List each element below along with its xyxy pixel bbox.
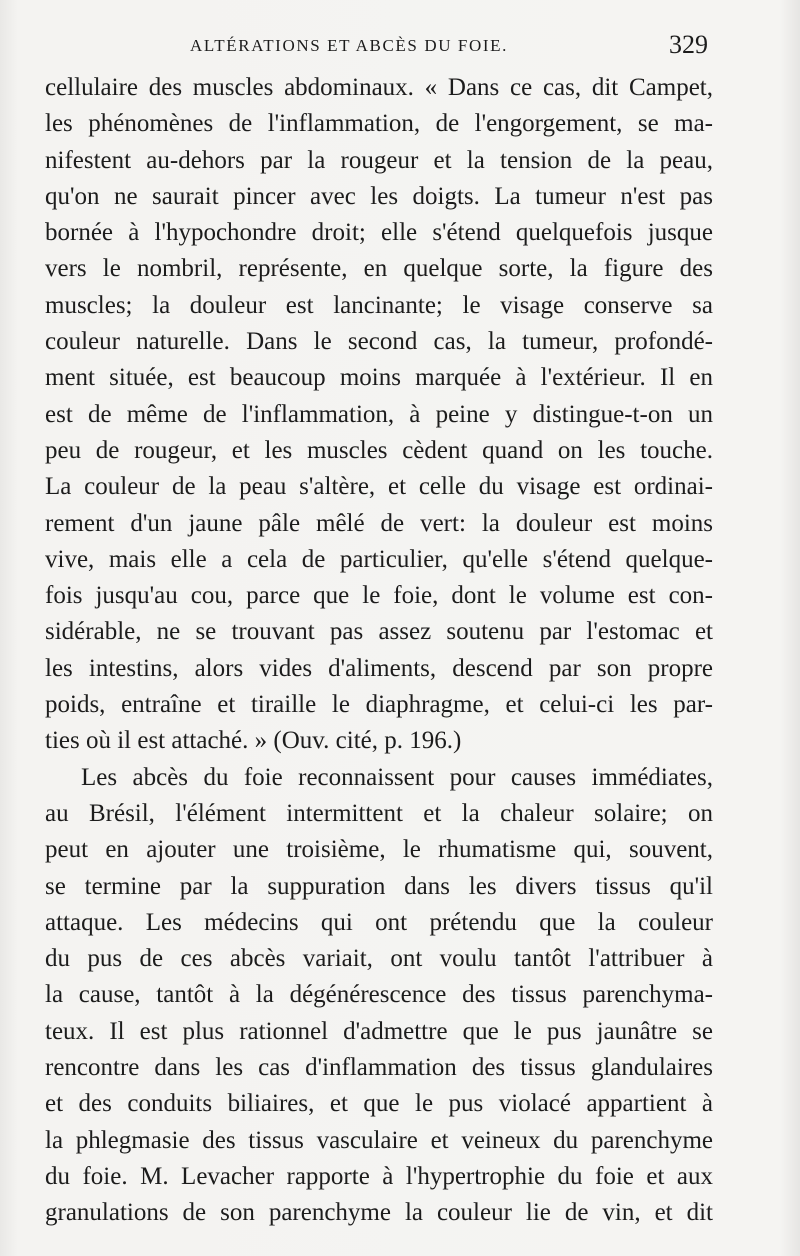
text-line: la phlegmasie des tissus vasculaire et veineux du parenchyme xyxy=(45,1126,713,1154)
text-line: vers le nombril, représente, en quelque sorte, la figure des xyxy=(45,255,713,283)
paragraph-2 xyxy=(45,760,713,1232)
text-line: les intestins, alors vides d'aliments, descend par son propre xyxy=(45,654,713,682)
text-line: ties où il est attaché. » (Ouv. cité, p. 196.) xyxy=(45,727,462,755)
text-line: se termine par la suppuration dans les divers tissus qu'il xyxy=(45,872,713,900)
text-line: ment située, est beaucoup moins marquée à l'extérieur. Il en xyxy=(45,364,713,392)
text-line: couleur naturelle. Dans le second cas, la tumeur, profondé- xyxy=(45,328,713,356)
text-line: les phénomènes de l'inflammation, de l'engorgement, se ma- xyxy=(45,110,713,138)
text-line: peut en ajouter une troisième, le rhumatisme qui, souvent, xyxy=(45,836,713,864)
text-line: attaque. Les médecins qui ont prétendu que la couleur xyxy=(45,908,713,936)
text-line: Les abcès du foie reconnaissent pour causes immédiates, xyxy=(81,763,713,791)
text-line: et des conduits biliaires, et que le pus violacé appartient à xyxy=(45,1090,713,1118)
text-line: au Brésil, l'élément intermittent et la chaleur solaire; on xyxy=(45,799,713,827)
text-line: du foie. M. Levacher rapporte à l'hypertrophie du foie et aux xyxy=(45,1162,713,1190)
text-line: nifestent au-dehors par la rougeur et la tension de la peau, xyxy=(45,146,713,174)
text-line: rencontre dans les cas d'inflammation des tissus glandulaires xyxy=(45,1054,713,1082)
text-line: muscles; la douleur est lancinante; le visage conserve sa xyxy=(45,291,713,319)
text-line: poids, entraîne et tiraille le diaphragme, et celui-ci les par- xyxy=(45,691,713,719)
text-line: vive, mais elle a cela de particulier, qu'elle s'étend quelque- xyxy=(45,545,713,573)
body-text xyxy=(45,70,713,1232)
text-line: La couleur de la peau s'altère, et celle du visage est ordinai- xyxy=(45,473,713,501)
text-line: la cause, tantôt à la dégénérescence des tissus parenchyma- xyxy=(45,981,713,1009)
text-line: sidérable, ne se trouvant pas assez soutenu par l'estomac et xyxy=(45,618,713,646)
running-head: ALTÉRATIONS ET ABCÈS DU FOIE. xyxy=(190,36,508,55)
text-line: peu de rougeur, et les muscles cèdent quand on les touche. xyxy=(45,436,713,464)
text-line: rement d'un jaune pâle mêlé de vert: la douleur est moins xyxy=(45,509,713,537)
text-line: teux. Il est plus rationnel d'admettre que le pus jaunâtre se xyxy=(45,1017,713,1045)
text-line: cellulaire des muscles abdominaux. « Dans ce cas, dit Campet, xyxy=(45,74,713,101)
text-line: bornée à l'hypochondre droit; elle s'étend quelquefois jusque xyxy=(45,219,713,247)
page-header xyxy=(0,30,800,66)
text-line: granulations de son parenchyme la couleur lie de vin, et dit xyxy=(45,1199,713,1227)
page-number: 329 xyxy=(669,30,708,59)
text-line: qu'on ne saurait pincer avec les doigts. La tumeur n'est pas xyxy=(45,182,713,210)
text-line: est de même de l'inflammation, à peine y distingue-t-on un xyxy=(45,400,713,428)
text-line: fois jusqu'au cou, parce que le foie, dont le volume est con- xyxy=(45,582,713,610)
text-line: du pus de ces abcès variait, ont voulu tantôt l'attribuer à xyxy=(45,945,713,973)
paragraph-1 xyxy=(45,70,713,760)
